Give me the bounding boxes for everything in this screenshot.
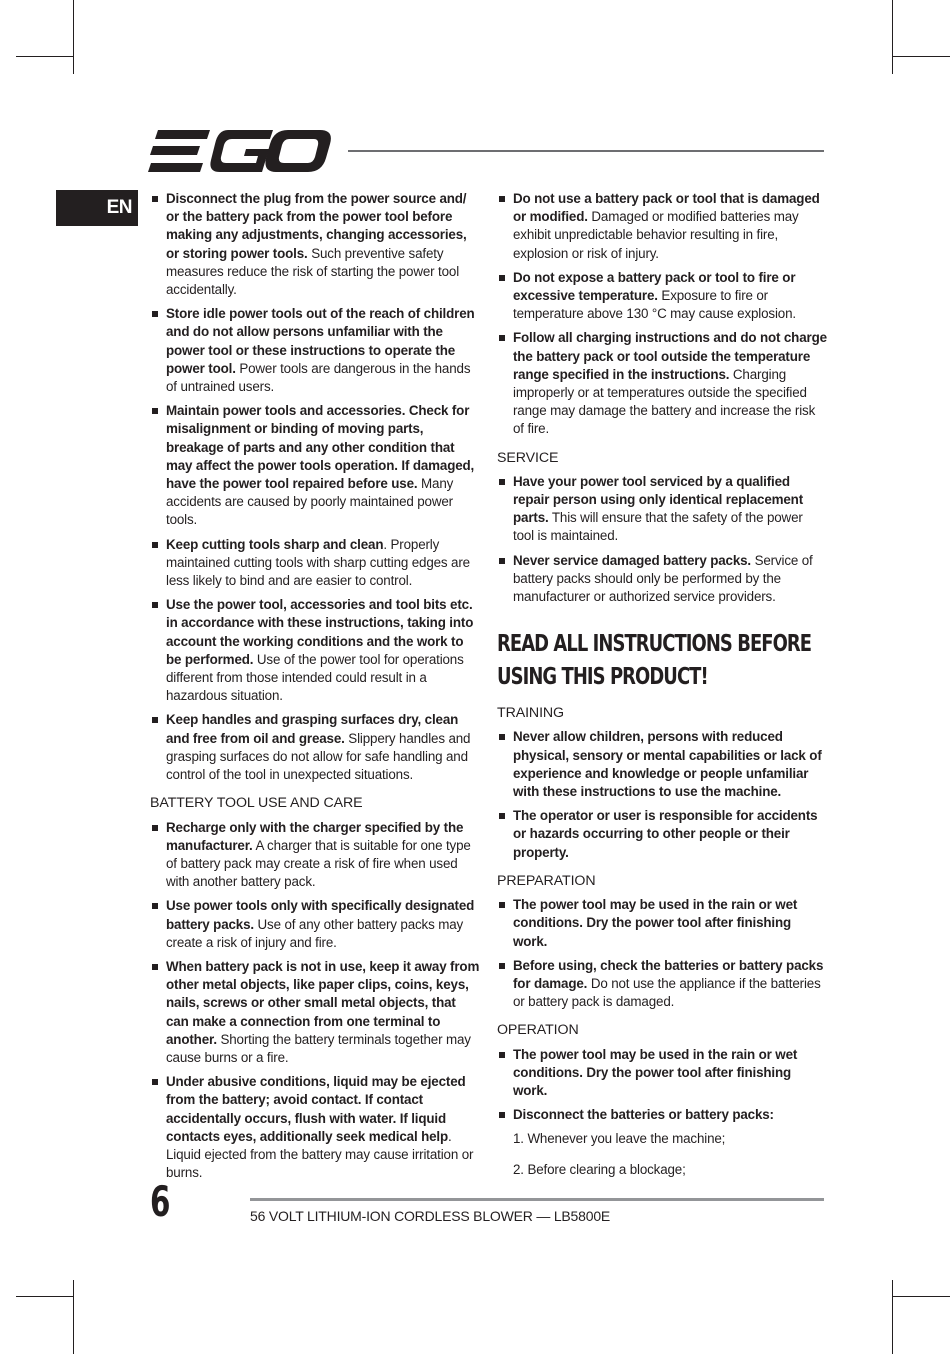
list-item: Maintain power tools and accessories. Check for misalignment or binding of moving parts, breakage of parts and any other condition that may affect the power tools operation. If damaged, have the power tool repaired before use. Many accidents are caused by poorly maintained power tools. bbox=[150, 402, 480, 529]
list-item: The power tool may be used in the rain or wet conditions. Dry the power tool after finishing work. bbox=[497, 896, 827, 951]
list-item: Keep cutting tools sharp and clean. Properly maintained cutting tools with sharp cutting edges are less likely to bind and are easier to control. bbox=[150, 536, 480, 591]
main-warning-heading: READ ALL INSTRUCTIONS BEFORE USING THIS PRODUCT! bbox=[497, 631, 812, 691]
bullet-icon bbox=[499, 479, 505, 485]
bullet-icon bbox=[499, 734, 505, 740]
bullet-icon bbox=[152, 542, 158, 548]
right-column bbox=[497, 190, 827, 1191]
list-item: Use power tools only with specifically designated battery packs. Use of any other battery packs may create a risk of injury and fire. bbox=[150, 897, 480, 952]
bullet-icon bbox=[152, 825, 158, 831]
list-item: Keep handles and grasping surfaces dry, clean and free from oil and grease. Slippery handles and grasping surfaces do not allow for safe handling and control of the tool in unexpected situations. bbox=[150, 711, 480, 784]
numbered-item: 2. Before clearing a blockage; bbox=[513, 1161, 686, 1177]
section-heading: TRAINING bbox=[497, 705, 564, 722]
crop-mark bbox=[892, 1296, 950, 1297]
section-heading: SERVICE bbox=[497, 449, 559, 466]
list-item: Follow all charging instructions and do not charge the battery pack or tool outside the temperature range specified in the instructions. Charging improperly or at temperatures outside the specified range may damage the battery and increase the risk of fire. bbox=[497, 329, 827, 438]
list-item: Under abusive conditions, liquid may be ejected from the battery; avoid contact. If contact accidentally occurs, flush with water. If liquid contacts eyes, additionally seek medical help. Liquid ejected from the battery may cause irritation or burns. bbox=[150, 1073, 480, 1182]
list-item: Disconnect the plug from the power source and/ or the battery pack from the power tool before making any adjustments, changing accessories, or storing power tools. Such preventive safety measures reduce the risk of starting the power tool accidentally. bbox=[150, 190, 480, 299]
bullet-icon bbox=[152, 964, 158, 970]
crop-mark bbox=[16, 56, 74, 57]
footer-rule bbox=[250, 1198, 824, 1201]
list-item: Use the power tool, accessories and tool bits etc. in accordance with these instructions, taking into account the working conditions and the work to be performed. Use of the power tool for operations different from those intended could result in a hazardous situation. bbox=[150, 596, 480, 705]
list-item: Have your power tool serviced by a qualified repair person using only identical replacement parts. This will ensure that the safety of the power tool is maintained. bbox=[497, 473, 827, 546]
bullet-icon bbox=[499, 275, 505, 281]
bullet-icon bbox=[152, 311, 158, 317]
list-item: Do not expose a battery pack or tool to fire or excessive temperature. Exposure to fire or temperature above 130 °C may cause explosion. bbox=[497, 269, 827, 324]
crop-mark bbox=[73, 1280, 74, 1354]
bullet-icon bbox=[499, 558, 505, 564]
section-heading: OPERATION bbox=[497, 1022, 579, 1039]
bullet-icon bbox=[152, 196, 158, 202]
crop-mark bbox=[892, 1280, 893, 1354]
page-number: 6 bbox=[150, 1177, 171, 1226]
list-item: Do not use a battery pack or tool that is damaged or modified. Damaged or modified batteries may exhibit unpredictable behavior resulting in fire, explosion or risk of injury. bbox=[497, 190, 827, 263]
bullet-icon bbox=[499, 963, 505, 969]
bullet-icon bbox=[499, 813, 505, 819]
crop-mark bbox=[73, 0, 74, 74]
list-item: Recharge only with the charger specified by the manufacturer. A charger that is suitable for one type of battery pack may create a risk of fire when used with another battery pack. bbox=[150, 819, 480, 892]
list-item: Disconnect the batteries or battery packs: bbox=[497, 1106, 827, 1124]
list-item: Never service damaged battery packs. Service of battery packs should only be performed by the manufacturer or authorized service providers. bbox=[497, 552, 827, 607]
bullet-icon bbox=[152, 717, 158, 723]
bullet-icon bbox=[152, 602, 158, 608]
bullet-icon bbox=[152, 903, 158, 909]
section-heading: BATTERY TOOL USE AND CARE bbox=[150, 795, 363, 812]
left-column bbox=[150, 190, 480, 1188]
bullet-icon bbox=[499, 1052, 505, 1058]
list-item: Never allow children, persons with reduced physical, sensory or mental capabilities or lack of experience and knowledge or people unfamiliar with these instructions to use the machine. bbox=[497, 728, 827, 801]
crop-mark bbox=[16, 1296, 74, 1297]
numbered-item: 1. Whenever you leave the machine; bbox=[513, 1131, 726, 1147]
list-item: The operator or user is responsible for accidents or hazards occurring to other people or their property. bbox=[497, 807, 827, 862]
language-tab: EN bbox=[56, 190, 138, 226]
section-heading: PREPARATION bbox=[497, 872, 596, 889]
bullet-icon bbox=[499, 902, 505, 908]
crop-mark bbox=[892, 56, 950, 57]
bullet-icon bbox=[499, 1112, 505, 1118]
ego-logo bbox=[148, 130, 332, 172]
bullet-icon bbox=[152, 408, 158, 414]
list-item: The power tool may be used in the rain or wet conditions. Dry the power tool after finishing work. bbox=[497, 1046, 827, 1101]
bullet-icon bbox=[499, 335, 505, 341]
list-item: Before using, check the batteries or battery packs for damage. Do not use the appliance if the batteries or battery pack is damaged. bbox=[497, 957, 827, 1012]
crop-mark bbox=[892, 0, 893, 74]
list-item: When battery pack is not in use, keep it away from other metal objects, like paper clips, coins, keys, nails, screws or other small metal objects, that can make a connection from one terminal to another. Shorting the battery terminals together may cause burns or a fire. bbox=[150, 958, 480, 1067]
bullet-icon bbox=[499, 196, 505, 202]
bullet-icon bbox=[152, 1079, 158, 1085]
list-item: Store idle power tools out of the reach of children and do not allow persons unfamiliar with the power tool or these instructions to operate the power tool. Power tools are dangerous in the hands of untrained users. bbox=[150, 305, 480, 396]
header-rule bbox=[348, 150, 824, 152]
footer-title: 56 VOLT LITHIUM-ION CORDLESS BLOWER — LB5800E bbox=[250, 1208, 611, 1224]
